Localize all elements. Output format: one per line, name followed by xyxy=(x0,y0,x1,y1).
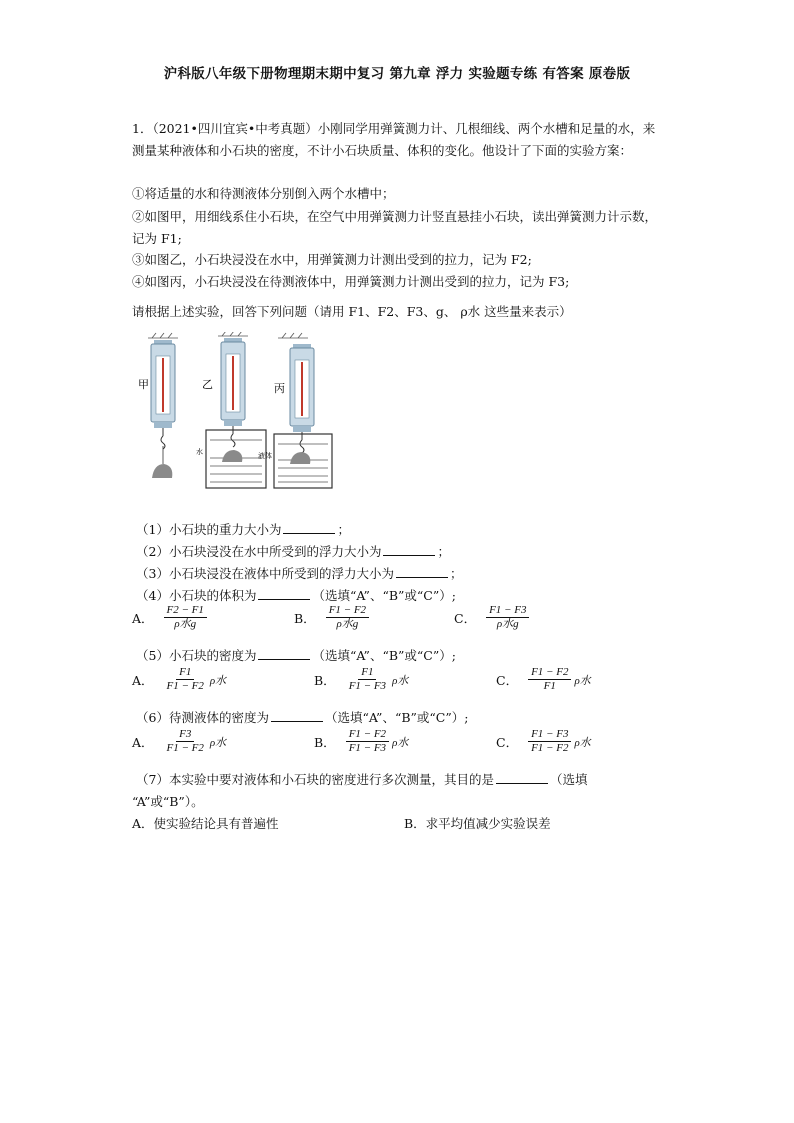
q4-option-c[interactable]: C． $\frac{F1 - F3}{\text{ρ水g}}$ xyxy=(454,604,529,631)
answer-blank-1[interactable] xyxy=(283,521,335,534)
answer-blank-6[interactable] xyxy=(271,709,323,722)
step-1: ①将适量的水和待测液体分别倒入两个水槽中； xyxy=(132,186,395,201)
step-4: ④如图丙，小石块浸没在待测液体中，用弹簧测力计测出受到的拉力，记为 F3; xyxy=(132,274,570,289)
stone-jia xyxy=(152,464,172,478)
instruction: 请根据上述实验，回答下列问题（请用 F1、F2、F3、g、 ρ水 这些量来表示） xyxy=(132,304,572,319)
question-7-tail: “A”或“B”）。 xyxy=(132,794,204,809)
experiment-figure xyxy=(138,332,498,492)
question-1: （1）小石块的重力大小为 ； xyxy=(136,522,350,537)
answer-blank-5[interactable] xyxy=(258,647,310,660)
problem-intro: 1．（2021•四川宜宾•中考真题）小刚同学用弹簧测力计、几根细线、两个水槽和足量的水，来测量某种液体和小石块的密度，不计小石块质量、体积的变化。他设计了下面的实验方案： xyxy=(132,121,656,158)
answer-blank-3[interactable] xyxy=(396,565,448,578)
stone-bing xyxy=(290,452,310,464)
q5-option-a[interactable]: A． $\frac{F1}{F1 - F2}$ ρ水 xyxy=(132,666,227,692)
q5-option-c[interactable]: C． $\frac{F1 - F2}{F1}$ ρ水 xyxy=(496,666,591,692)
question-3: （3）小石块浸没在液体中所受到的浮力大小为 ； xyxy=(136,566,463,581)
step-3: ③如图乙，小石块浸没在水中，用弹簧测力计测出受到的拉力，记为 F2; xyxy=(132,252,532,267)
question-2: （2）小石块浸没在水中所受到的浮力大小为 ； xyxy=(136,544,450,559)
step-2: ②如图甲，用细线系住小石块，在空气中用弹簧测力计竖直悬挂小石块，读出弹簧测力计示数，记为 F1; xyxy=(132,209,658,246)
question-6: （6）待测液体的密度为 （选填“A”、“B”或“C”）; xyxy=(136,710,469,725)
q7-option-a[interactable]: A．使实验结论具有普遍性 xyxy=(132,816,279,831)
label-yi: 乙 xyxy=(202,378,213,391)
page-title: 沪科版八年级下册物理期末期中复习 第九章 浮力 实验题专练 有答案 原卷版 xyxy=(163,66,631,82)
label-water: 水 xyxy=(196,448,203,456)
label-bing: 丙 xyxy=(274,382,285,395)
q6-option-b[interactable]: B． $\frac{F1 - F2}{F1 - F3}$ ρ水 xyxy=(314,728,409,754)
question-7: （7）本实验中要对液体和小石块的密度进行多次测量，其目的是 （选填 xyxy=(136,772,588,787)
q7-option-b[interactable]: B．求平均值减少实验误差 xyxy=(404,816,551,831)
question-4: （4）小石块的体积为 （选填“A”、“B”或“C”）; xyxy=(136,588,456,603)
label-jia: 甲 xyxy=(138,378,149,391)
answer-blank-7[interactable] xyxy=(496,771,548,784)
q6-option-c[interactable]: C． $\frac{F1 - F3}{F1 - F2}$ ρ水 xyxy=(496,728,591,754)
question-5: （5）小石块的密度为 （选填“A”、“B”或“C”）; xyxy=(136,648,456,663)
stone-yi xyxy=(222,450,242,462)
q6-option-a[interactable]: A． $\frac{F3}{F1 - F2}$ ρ水 xyxy=(132,728,227,754)
label-liquid: 液体 xyxy=(258,452,272,460)
answer-blank-4[interactable] xyxy=(258,587,310,600)
answer-blank-2[interactable] xyxy=(383,543,435,556)
q4-option-b[interactable]: B． $\frac{F1 - F2}{\text{ρ水g}}$ xyxy=(294,604,369,631)
q4-option-a[interactable]: A． $\frac{F2 - F1}{\text{ρ水g}}$ xyxy=(132,604,207,631)
q5-option-b[interactable]: B． $\frac{F1}{F1 - F3}$ ρ水 xyxy=(314,666,409,692)
